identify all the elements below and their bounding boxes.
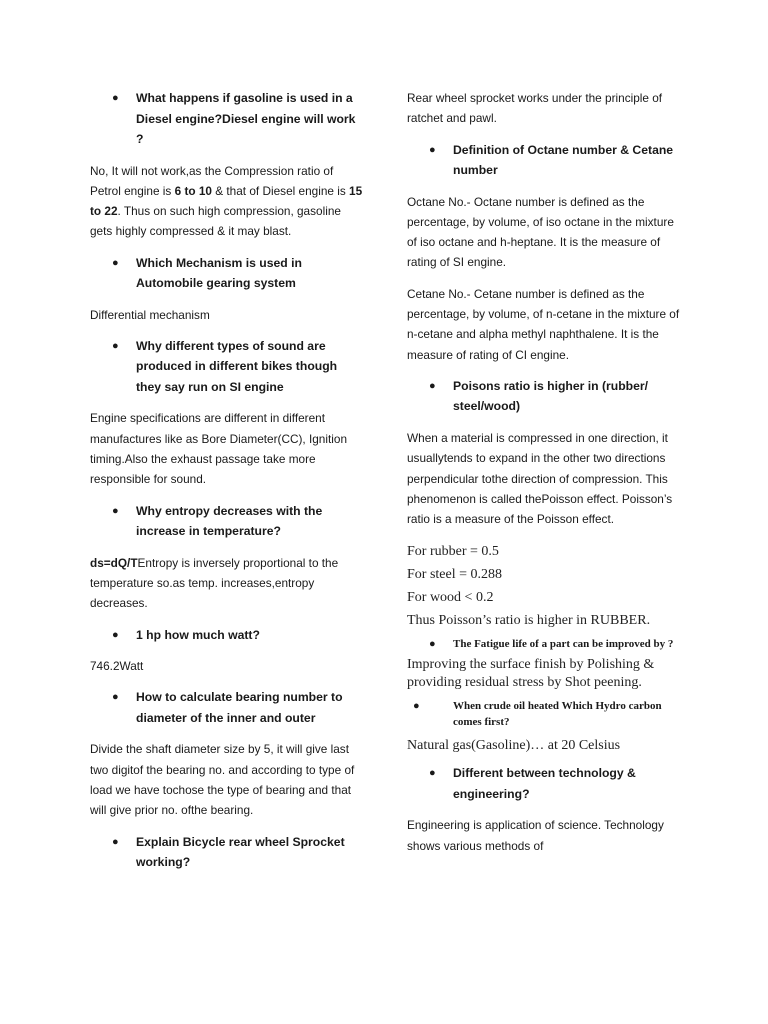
answer-bicycle-sprocket: Rear wheel sprocket works under the principle of ratchet and pawl. (407, 91, 663, 126)
answer-text: No, It will not work,as the Compression ratio of Petrol engine is (90, 163, 334, 198)
question-text: When crude oil heated Which Hydro carbon comes first? (453, 700, 662, 729)
answer-gearing-mechanism: Differential mechanism (90, 307, 210, 322)
question-text: Why different types of sound are produced in different bikes though they say run on SI engine (136, 338, 338, 394)
question-text: Why entropy decreases with the increase in temperature? (136, 503, 323, 539)
answer-fatigue-life: Improving the surface finish by Polishing & providing residual stress by Shot peening. (407, 657, 655, 691)
bullet-icon: ● (112, 835, 119, 848)
question-octane-cetane (407, 140, 682, 181)
question-text: Poisons ratio is higher in (rubber/ steel/wood) (453, 378, 649, 414)
question-text: Different between technology & engineering? (453, 766, 636, 801)
question-text: Explain Bicycle rear wheel Sprocket working? (136, 834, 345, 870)
answer-bike-sound: Engine specifications are different in different manufactures like as Bore Diameter(CC), Ignition timing.Also the exhaust passage take more responsible for sound. (90, 411, 348, 487)
question-poisson-ratio (407, 376, 682, 417)
question-gasoline-diesel (90, 88, 365, 150)
poisson-conclusion: Thus Poisson’s ratio is higher in RUBBER. (407, 613, 651, 629)
bullet-icon: ● (413, 700, 420, 713)
question-text: What happens if gasoline is used in a Diesel engine?Diesel engine will work ? (136, 91, 356, 146)
bullet-icon: ● (429, 379, 436, 392)
question-technology-engineering (407, 763, 682, 804)
bullet-icon: ● (112, 504, 119, 517)
poisson-wood-value: For wood < 0.2 (407, 590, 494, 606)
question-text: 1 hp how much watt? (136, 627, 260, 642)
question-text: Definition of Octane number & Cetane number (453, 142, 674, 178)
question-text: How to calculate bearing number to diameter of the inner and outer (136, 690, 343, 725)
bullet-icon: ● (112, 339, 119, 352)
answer-bold-text: ds=dQ/T (90, 555, 138, 570)
question-crude-oil (407, 698, 682, 730)
bullet-icon: ● (429, 143, 436, 156)
question-text: Which Mechanism is used in Automobile gearing system (136, 255, 302, 291)
answer-technology-engineering: Engineering is application of science. Technology shows various methods of (407, 818, 664, 853)
question-fatigue-life (407, 636, 682, 652)
answer-crude-oil: Natural gas(Gasoline)… at 20 Celsius (407, 738, 621, 754)
bullet-icon: ● (112, 628, 119, 641)
answer-poisson-ratio: When a material is compressed in one direction, it usuallytends to expand in the other two directions perpendicular tothe direction of compression. This phenomenon is called thePoisson effect. Poisson’s ratio is a measure of the Poisson effect. (407, 430, 673, 527)
answer-entropy (90, 553, 365, 614)
answer-bold-text: 6 to 10 (174, 183, 212, 198)
answer-bold-text: 15 to 22 (90, 183, 363, 219)
answer-hp-watt: 746.2Watt (90, 659, 144, 674)
poisson-rubber-value: For rubber = 0.5 (407, 544, 499, 560)
question-bike-sound (90, 336, 365, 398)
answer-cetane: Cetane No.- Cetane number is defined as the percentage, by volume, of n-cetane in the mixture of n-cetane and alpha methyl naphthalene. It is the measure of rating of CI engine. (407, 286, 680, 362)
question-bicycle-sprocket (90, 832, 365, 873)
question-text: The Fatigue life of a part can be improved by ? (453, 638, 674, 651)
bullet-icon: ● (112, 256, 119, 269)
answer-gasoline-diesel (90, 161, 365, 242)
left-column (90, 88, 365, 884)
question-bearing-number (90, 687, 365, 728)
poisson-steel-value: For steel = 0.288 (407, 567, 502, 583)
answer-bearing-number: Divide the shaft diameter size by 5, it will give last two digitof the bearing no. and according to type of load we have tochose the type of bearing and that will give prior no. ofthe bearing. (90, 742, 355, 818)
question-gearing-mechanism (90, 253, 365, 294)
answer-octane: Octane No.- Octane number is defined as the percentage, by volume, of iso octane in the mixture of iso octane and h-heptane. It is the measure of rating of SI engine. (407, 194, 674, 270)
answer-text: . Thus on such high compression, gasoline gets highly compressed & it may blast. (90, 204, 341, 239)
answer-text: Entropy is inversely proportional to the temperature so.as temp. increases,entropy decreases. (90, 555, 339, 611)
bullet-icon: ● (112, 92, 119, 104)
question-hp-watt (90, 625, 365, 646)
right-column (407, 88, 682, 867)
bullet-icon: ● (112, 691, 119, 704)
bullet-icon: ● (429, 638, 436, 651)
answer-text: & that of Diesel engine is (211, 183, 350, 198)
bullet-icon: ● (429, 767, 436, 780)
question-entropy (90, 501, 365, 542)
